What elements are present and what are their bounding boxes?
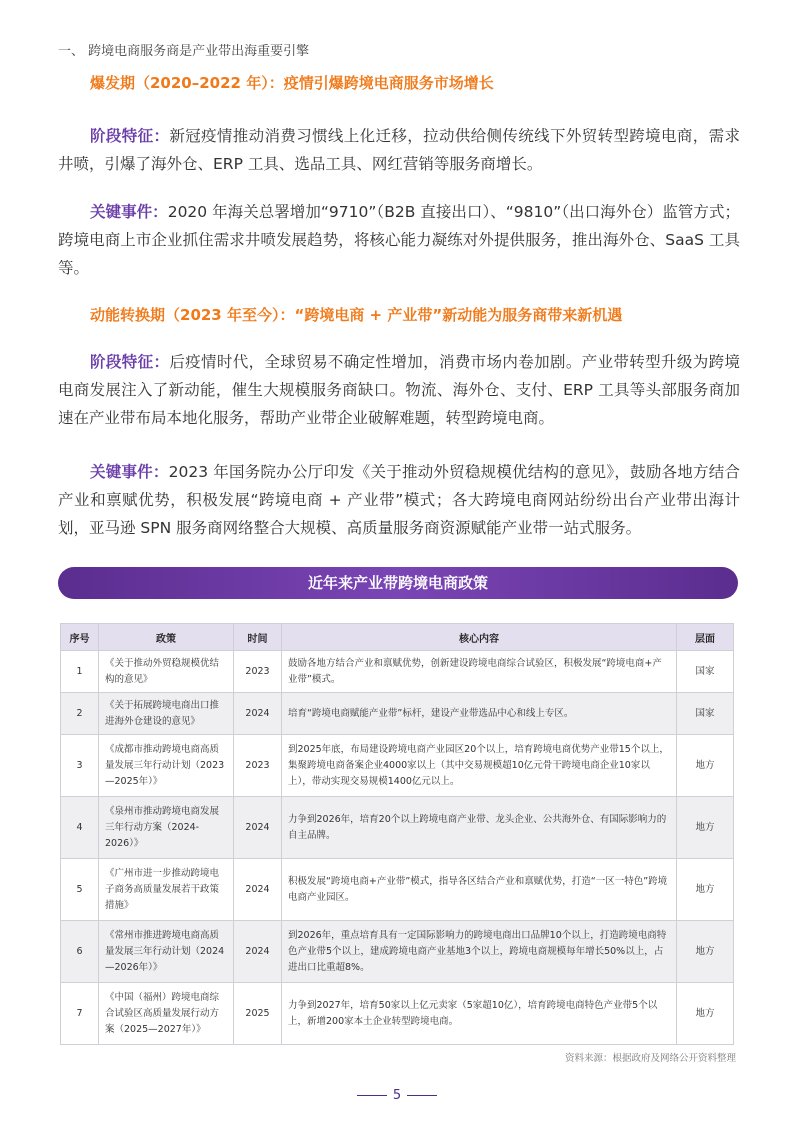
row-index: 1 xyxy=(61,651,99,693)
section1-event-paragraph xyxy=(58,198,740,282)
row-index: 5 xyxy=(61,859,99,921)
row-policy: 《关于推动外贸稳规模优结构的意见》 xyxy=(99,651,234,693)
event-label: 关键事件： xyxy=(90,463,169,481)
table-row xyxy=(61,921,734,983)
row-policy: 《广州市进一步推动跨境电子商务高质量发展若干政策措施》 xyxy=(99,859,234,921)
table-header-row xyxy=(61,624,734,651)
row-index: 4 xyxy=(61,797,99,859)
row-index: 6 xyxy=(61,921,99,983)
table-row xyxy=(61,983,734,1045)
table-row xyxy=(61,735,734,797)
row-year: 2023 xyxy=(234,735,282,797)
header-content: 核心内容 xyxy=(282,624,677,651)
event-label: 关键事件： xyxy=(90,203,168,221)
header-index: 序号 xyxy=(61,624,99,651)
row-content: 力争到2026年，培育20个以上跨境电商产业带、龙头企业、公共海外仓、有国际影响力的自主品牌。 xyxy=(282,797,677,859)
row-level: 地方 xyxy=(677,921,734,983)
stage-label: 阶段特征： xyxy=(90,353,170,371)
row-index: 2 xyxy=(61,693,99,735)
page-number-right-rule xyxy=(407,1095,437,1096)
row-content: 到2026年，重点培育具有一定国际影响力的跨境电商出口品牌10个以上，打造跨境电商特色产业带5个以上，建成跨境电商产业基地3个以上，跨境电商规模每年增长50%以上，占进出口比重超8%。 xyxy=(282,921,677,983)
row-level: 国家 xyxy=(677,693,734,735)
row-year: 2024 xyxy=(234,859,282,921)
page-number xyxy=(0,1088,794,1103)
row-content: 培育“跨境电商赋能产业带”标杆，建设产业带选品中心和线上专区。 xyxy=(282,693,677,735)
table-title-banner: 近年来产业带跨境电商政策 xyxy=(58,567,738,599)
row-policy: 《成都市推动跨境电商高质量发展三年行动计划（2023—2025年）》 xyxy=(99,735,234,797)
row-year: 2023 xyxy=(234,651,282,693)
table-row xyxy=(61,797,734,859)
stage-label: 阶段特征： xyxy=(90,127,170,145)
row-level: 地方 xyxy=(677,735,734,797)
row-policy: 《关于拓展跨境电商出口推进海外仓建设的意见》 xyxy=(99,693,234,735)
running-head: 一、 跨境电商服务商是产业带出海重要引擎 xyxy=(58,44,310,59)
row-year: 2024 xyxy=(234,921,282,983)
row-policy: 《泉州市推动跨境电商发展三年行动方案（2024-2026）》 xyxy=(99,797,234,859)
row-policy: 《中国（福州）跨境电商综合试验区高质量发展行动方案（2025—2027年）》 xyxy=(99,983,234,1045)
header-policy: 政策 xyxy=(99,624,234,651)
row-content: 到2025年底，布局建设跨境电商产业园区20个以上，培育跨境电商优势产业带15个以上，集聚跨境电商备案企业4000家以上（其中交易规模超10亿元骨干跨境电商企业10家以上），带动实现交易规模1400亿元以上。 xyxy=(282,735,677,797)
section1-heading: 爆发期（2020–2022 年）：疫情引爆跨境电商服务市场增长 xyxy=(90,74,494,92)
source-note: 资料来源：根据政府及网络公开资料整理 xyxy=(564,1053,736,1064)
row-content: 力争到2027年，培育50家以上亿元卖家（5家超10亿），培育跨境电商特色产业带5个以上，新增200家本土企业转型跨境电商。 xyxy=(282,983,677,1045)
section2-stage-paragraph xyxy=(58,348,740,432)
event-text: 2023 年国务院办公厅印发《关于推动外贸稳规模优结构的意见》，鼓励各地方结合产业和禀赋优势，积极发展“跨境电商 + 产业带”模式；各大跨境电商网站纷纷出台产业带出海计划，亚马逊 SPN 服务商网络整合大规模、高质量服务商资源赋能产业带一站式服务。 xyxy=(58,463,740,537)
stage-text: 新冠疫情推动消费习惯线上化迁移，拉动供给侧传统线下外贸转型跨境电商，需求井喷，引爆了海外仓、ERP 工具、选品工具、网红营销等服务商增长。 xyxy=(58,127,740,173)
section2-heading: 动能转换期（2023 年至今）：“跨境电商 + 产业带”新动能为服务商带来新机遇 xyxy=(90,306,623,324)
row-policy: 《常州市推进跨境电商高质量发展三年行动计划（2024—2026年）》 xyxy=(99,921,234,983)
stage-text: 后疫情时代，全球贸易不确定性增加，消费市场内卷加剧。产业带转型升级为跨境电商发展注入了新动能，催生大规模服务商缺口。物流、海外仓、支付、ERP 工具等头部服务商加速在产业带布局本地化服务，帮助产业带企业破解难题，转型跨境电商。 xyxy=(58,353,740,427)
table-row xyxy=(61,859,734,921)
row-year: 2024 xyxy=(234,693,282,735)
row-content: 积极发展“跨境电商+产业带”模式，指导各区结合产业和禀赋优势，打造“一区一特色”跨境电商产业园区。 xyxy=(282,859,677,921)
row-year: 2025 xyxy=(234,983,282,1045)
table-row xyxy=(61,651,734,693)
row-index: 7 xyxy=(61,983,99,1045)
section1-stage-paragraph xyxy=(58,122,740,178)
row-level: 地方 xyxy=(677,797,734,859)
row-index: 3 xyxy=(61,735,99,797)
row-content: 鼓励各地方结合产业和禀赋优势，创新建设跨境电商综合试验区，积极发展“跨境电商+产业带”模式。 xyxy=(282,651,677,693)
row-level: 国家 xyxy=(677,651,734,693)
table-row xyxy=(61,693,734,735)
row-year: 2024 xyxy=(234,797,282,859)
section2-event-paragraph xyxy=(58,458,740,542)
header-level: 层面 xyxy=(677,624,734,651)
row-level: 地方 xyxy=(677,859,734,921)
policy-table xyxy=(60,623,734,1045)
row-level: 地方 xyxy=(677,983,734,1045)
page-number-text: 5 xyxy=(392,1088,402,1103)
header-year: 时间 xyxy=(234,624,282,651)
page-number-left-rule xyxy=(357,1095,387,1096)
event-text: 2020 年海关总署增加“9710”（B2B 直接出口）、“9810”（出口海外仓）监管方式；跨境电商上市企业抓住需求井喷发展趋势，将核心能力凝练对外提供服务，推出海外仓、SaaS 工具等。 xyxy=(58,203,740,277)
